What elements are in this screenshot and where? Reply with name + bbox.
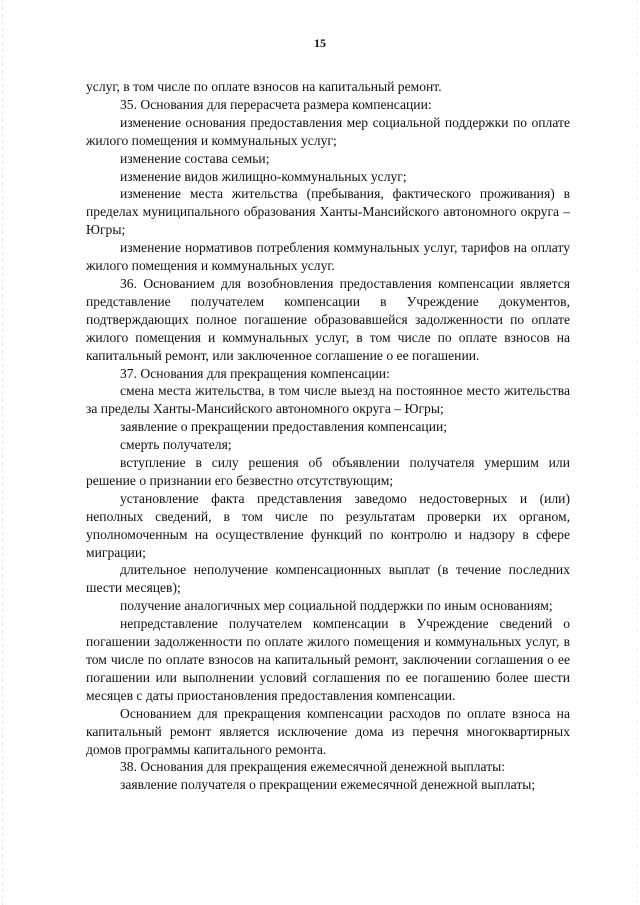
paragraph: смена места жительства, в том числе выезд на постоянное место жительства за пределы Ханты-Мансийского автономного округа – Югры; [86,383,570,417]
paragraph-continuation: услуг, в том числе по оплате взносов на капитальный ремонт. [86,79,442,94]
paragraph: заявление о прекращении предоставления компенсации; [120,419,448,435]
scan-edge-right [637,0,638,905]
paragraph: изменение основания предоставления мер социальной поддержки по оплате жилого помещения и коммунальных услуг; [86,114,570,148]
paragraph-item-35-heading: 35. Основания для перерасчета размера компенсации: [120,96,432,112]
paragraph: непредставление получателем компенсации в Учреждение сведений о погашении задолженности по оплате жилого помещения и коммунальных услуг, в том числе по оплате взносов на капитальный ремонт, заключении соглашения о ее погашении или выполнении условий соглашения по ее погашению более шести месяцев с даты приостановления предоставления компенсации. [86,616,570,703]
paragraph-item-37-heading: 37. Основания для прекращения компенсации: [120,365,390,381]
paragraph: установление факта представления заведомо недостоверных и (или) неполных сведений, в том числе по результатам проверки их органом, уполномоченным на осуществление функций по контролю и надзору в сфере миграции; [86,490,570,560]
paragraph-item-38-heading: 38. Основания для прекращения ежемесячной денежной выплаты: [120,759,506,775]
paragraph: Основанием для прекращения компенсации расходов по оплате взноса на капитальный ремонт является исключение дома из перечня многоквартирных домов программы капитального ремонта. [86,705,570,757]
paragraph: изменение состава семьи; [120,150,270,166]
paragraph: изменение места жительства (пребывания, фактического проживания) в пределах муниципального образования Ханты-Мансийского автономного округа – Югры; [86,186,570,238]
paragraph: заявление получателя о прекращении ежемесячной денежной выплаты; [120,777,536,793]
document-body [86,78,570,794]
paragraph: получение аналогичных мер социальной поддержки по иным основаниям; [120,598,553,614]
scan-edge-left [2,0,3,905]
paragraph: изменение нормативов потребления коммунальных услуг, тарифов на оплату жилого помещения и коммунальных услуг. [86,240,570,274]
paragraph: длительное неполучение компенсационных выплат (в течение последних шести месяцев); [86,562,570,596]
page-number: 15 [314,36,326,50]
paragraph: изменение видов жилищно-коммунальных услуг; [120,168,407,184]
paragraph: смерть получателя; [120,437,232,453]
paragraph: вступление в силу решения об объявлении получателя умершим или решение о признании его безвестно отсутствующим; [86,455,570,488]
paragraph-item-36: 36. Основанием для возобновления предоставления компенсации является представление получателем компенсации в Учреждение документов, подтверждающих полное погашение образовавшейся задолженности по оплате жилого помещения и коммунальных услуг, в том числе по оплате взносов на капитальный ремонт, или заключенное соглашение о ее погашении. [86,275,570,363]
